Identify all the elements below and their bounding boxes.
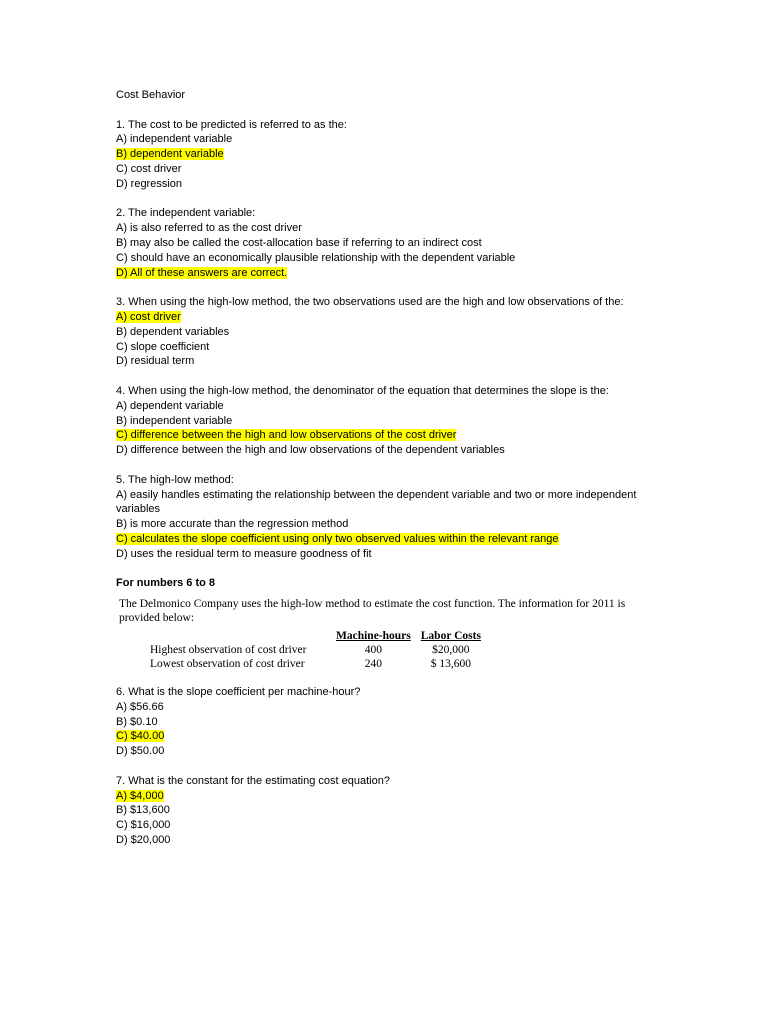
answer-option [116, 517, 656, 532]
question-text: 7. What is the constant for the estimating cost equation? [116, 774, 390, 787]
answer-option-text: A) easily handles estimating the relationship between the dependent variable and two or more independent variables [116, 488, 637, 516]
answer-option-text: D) $50.00 [116, 745, 165, 758]
answer-option-text: B) $13,600 [116, 804, 170, 817]
answer-option-correct [116, 532, 656, 547]
question-text: 6. What is the slope coefficient per machine-hour? [116, 686, 361, 699]
question-text: 2. The independent variable: [116, 207, 256, 220]
labor-cost-value: $ 13,600 [430, 658, 471, 671]
document-content [116, 88, 656, 863]
question-text: 1. The cost to be predicted is referred to as the: [116, 118, 347, 131]
answer-option-text: D) residual term [116, 355, 195, 368]
answer-highlight: C) calculates the slope coefficient using only two observed values within the relevant range [116, 532, 559, 545]
answer-option-correct [116, 310, 656, 325]
answer-option-text: C) slope coefficient [116, 340, 210, 353]
answer-option-text: B) may also be called the cost-allocation base if referring to an indirect cost [116, 236, 482, 249]
answer-option-text: A) dependent variable [116, 399, 224, 412]
question-text: 4. When using the high-low method, the denominator of the equation that determines the slope is the: [116, 384, 609, 397]
row-label: Highest observation of cost driver [150, 644, 307, 657]
question-block [116, 295, 656, 369]
question-block [116, 774, 656, 848]
answer-option-text: A) is also referred to as the cost driver [116, 222, 302, 235]
answer-option [116, 818, 656, 833]
question-block [116, 384, 656, 458]
machine-hours-value: 240 [364, 658, 382, 671]
labor-cost-value: $20,000 [432, 644, 470, 657]
table-row-lowest [150, 657, 486, 671]
answer-option-text: C) $16,000 [116, 819, 171, 832]
answer-option-text: B) independent variable [116, 414, 233, 427]
question-text: 3. When using the high-low method, the two observations used are the high and low observations of the: [116, 296, 624, 309]
answer-option [116, 177, 656, 192]
answer-option-correct [116, 729, 656, 744]
answer-option [116, 443, 656, 458]
answer-option-text: A) $56.66 [116, 700, 164, 713]
answer-option [116, 700, 656, 715]
header-machine-hours: Machine-hours [336, 630, 411, 643]
answer-option-text: A) independent variable [116, 133, 233, 146]
answer-option-correct [116, 147, 656, 162]
question-block [116, 206, 656, 280]
answer-option [116, 251, 656, 266]
answer-highlight: A) $4,000 [116, 789, 164, 802]
answer-option-text: D) regression [116, 177, 183, 190]
answer-option [116, 325, 656, 340]
answer-option [116, 488, 656, 518]
answer-option [116, 354, 656, 369]
answer-highlight: B) dependent variable [116, 148, 224, 161]
page-title: Cost Behavior [116, 89, 186, 101]
answer-option [116, 803, 656, 818]
question-list-1-5 [116, 118, 656, 562]
cost-table-blank-header [150, 629, 331, 643]
answer-option-text: C) should have an economically plausible relationship with the dependent variable [116, 251, 516, 264]
answer-option [116, 399, 656, 414]
answer-option-text: C) cost driver [116, 162, 182, 175]
answer-option [116, 132, 656, 147]
question-list-6-7 [116, 685, 656, 848]
problem-excerpt [119, 597, 659, 671]
answer-option [116, 414, 656, 429]
header-labor-costs: Labor Costs [420, 630, 481, 643]
answer-option [116, 833, 656, 848]
answer-option [116, 547, 656, 562]
answer-option-text: B) is more accurate than the regression method [116, 518, 349, 531]
answer-option-text: B) $0.10 [116, 715, 158, 728]
answer-option [116, 744, 656, 759]
answer-option-text: D) uses the residual term to measure goodness of fit [116, 547, 372, 560]
answer-option-text: D) $20,000 [116, 834, 171, 847]
question-block [116, 118, 656, 192]
cost-table [150, 629, 486, 671]
question-block [116, 685, 656, 759]
answer-highlight: A) cost driver [116, 310, 181, 323]
answer-highlight: C) $40.00 [116, 730, 165, 743]
answer-option [116, 236, 656, 251]
answer-option-correct [116, 266, 656, 281]
question-text: 5. The high-low method: [116, 473, 234, 486]
answer-option [116, 221, 656, 236]
answer-highlight: C) difference between the high and low observations of the cost driver [116, 429, 457, 442]
answer-option-correct [116, 789, 656, 804]
answer-highlight: D) All of these answers are correct. [116, 266, 288, 279]
answer-option [116, 715, 656, 730]
answer-option [116, 340, 656, 355]
machine-hours-value: 400 [364, 644, 382, 657]
answer-option-correct [116, 428, 656, 443]
table-row-highest [150, 643, 486, 657]
row-label: Lowest observation of cost driver [150, 658, 305, 671]
answer-option-text: D) difference between the high and low observations of the dependent variables [116, 444, 505, 457]
section-heading: For numbers 6 to 8 [116, 577, 216, 590]
question-block [116, 473, 656, 562]
cost-table-header [150, 629, 486, 643]
excerpt-text: The Delmonico Company uses the high-low method to estimate the cost function. The information for 2011 is provided below: [119, 598, 626, 625]
answer-option [116, 162, 656, 177]
answer-option-text: B) dependent variables [116, 325, 230, 338]
